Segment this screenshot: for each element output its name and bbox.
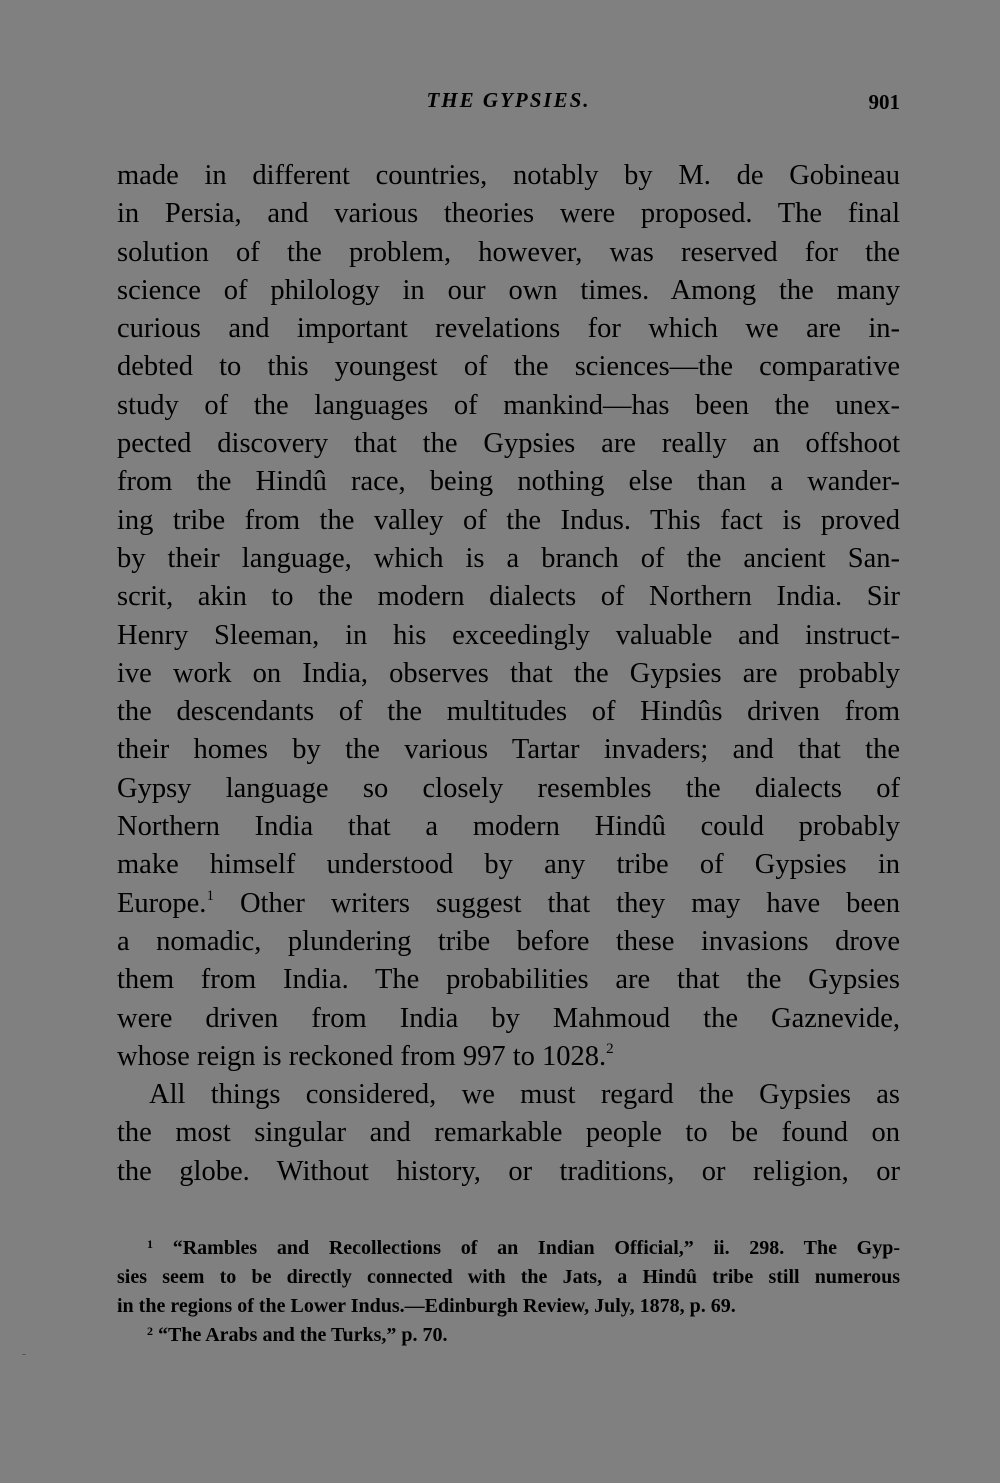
- footnote-ref-2: 2: [606, 1040, 614, 1057]
- footnote-1-text: “Rambles and Recollections of an Indian Official,” ii. 298. The Gyp-: [172, 1237, 901, 1259]
- footnotes: [117, 1234, 900, 1350]
- footnote-1-mark: 1: [147, 1237, 153, 1251]
- footnote-1-line: [117, 1234, 900, 1263]
- text-line: Gypsy language so closely resembles the dialects of: [117, 772, 900, 804]
- text-line: curious and important revelations for which we are in-: [117, 313, 900, 345]
- text-line: debted to this youngest of the sciences—the comparative: [117, 351, 900, 383]
- text-line: ive work on India, observes that the Gypsies are probably: [117, 657, 900, 689]
- running-head-title: THE GYPSIES.: [426, 88, 591, 112]
- europe-rest: Other writers suggest that they may have been: [213, 887, 900, 919]
- footnote-2-mark: 2: [147, 1324, 153, 1338]
- paragraph-line: the globe. Without history, or traditions, or religion, or: [117, 1155, 900, 1187]
- text-line: them from India. The probabilities are that the Gypsies: [117, 964, 900, 996]
- text-line: were driven from India by Mahmoud the Gaznevide,: [117, 1002, 900, 1034]
- paragraph-line: the most singular and remarkable people to be found on: [117, 1117, 900, 1149]
- text-line: the descendants of the multitudes of Hindûs driven from: [117, 696, 900, 728]
- text-line-europe: [117, 885, 900, 923]
- footnote-1-line: in the regions of the Lower Indus.—Edinburgh Review, July, 1878, p. 69.: [117, 1295, 736, 1317]
- page-number: 901: [868, 90, 900, 114]
- scan-speck: [22, 1354, 26, 1355]
- text-line: pected discovery that the Gypsies are really an offshoot: [117, 428, 900, 460]
- text-line: ing tribe from the valley of the Indus. This fact is proved: [117, 504, 900, 536]
- text-line: made in different countries, notably by M. de Gobineau: [117, 160, 900, 191]
- text-line: their homes by the various Tartar invaders; and that the: [117, 734, 900, 766]
- text-line: in Persia, and various theories were proposed. The final: [117, 198, 900, 230]
- paragraph-line: All things considered, we must regard the Gypsies as: [149, 1079, 900, 1111]
- text-line: from the Hindû race, being nothing else than a wander-: [117, 466, 900, 498]
- footnote-2-line: [117, 1321, 900, 1350]
- footnote-2-text: “The Arabs and the Turks,” p. 70.: [158, 1324, 448, 1346]
- footnote-1-line: sies seem to be directly connected with the Jats, a Hindû tribe still numerous: [117, 1266, 900, 1288]
- running-head: [117, 88, 900, 124]
- footnote-ref-1: 1: [206, 887, 214, 904]
- text-line: solution of the problem, however, was reserved for the: [117, 236, 900, 268]
- europe-word: Europe.: [117, 887, 207, 919]
- body-text: [117, 157, 900, 1191]
- text-line: Henry Sleeman, in his exceedingly valuable and instruct-: [117, 619, 900, 651]
- text-line: science of philology in our own times. Among the many: [117, 274, 900, 306]
- text-line-reign: [117, 1038, 900, 1076]
- text-line: scrit, akin to the modern dialects of Northern India. Sir: [117, 581, 900, 613]
- text-line: by their language, which is a branch of the ancient San-: [117, 542, 900, 574]
- text-line: a nomadic, plundering tribe before these invasions drove: [117, 925, 900, 957]
- text-line: study of the languages of mankind—has been the unex-: [117, 389, 900, 421]
- text-line: make himself understood by any tribe of Gypsies in: [117, 849, 900, 881]
- reign-text: whose reign is reckoned from 997 to 1028.: [117, 1040, 607, 1072]
- text-line: Northern India that a modern Hindû could probably: [117, 811, 900, 843]
